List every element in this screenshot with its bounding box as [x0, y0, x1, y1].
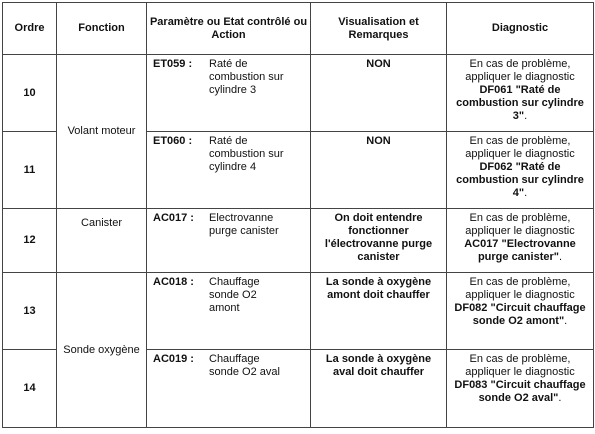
row-param [147, 273, 311, 350]
row-visu: NON [311, 132, 447, 209]
diag-prefix: En cas de problème, appliquer le diagnostic [465, 135, 575, 160]
diag-code: DF083 [454, 379, 488, 391]
row-visu: NON [311, 55, 447, 132]
param-code: ET060 : [153, 135, 193, 147]
row-ordre: 12 [3, 209, 57, 273]
diag-label: "Raté de combustion sur cylindre 3" [456, 84, 584, 122]
diag-suffix: . [524, 110, 528, 122]
header-diagnostic: Diagnostic [447, 3, 594, 55]
row-param [147, 132, 311, 209]
diag-label: "Raté de combustion sur cylindre 4" [456, 161, 584, 199]
row-diag [447, 209, 594, 273]
diag-label: "Circuit chauffage sonde O2 aval" [478, 379, 586, 404]
diag-label: "Electrovanne purge canister" [477, 238, 576, 263]
param-text: Electrovanne purge canister [209, 212, 279, 237]
param-text: Raté de combustion sur cylindre 4 [209, 135, 284, 173]
row-ordre: 14 [3, 350, 57, 428]
param-code: AC019 : [153, 353, 194, 365]
row-diag [447, 350, 594, 428]
function-volant: Volant moteur [57, 55, 147, 209]
row-visu: La sonde à oxygène aval doit chauffer [311, 350, 447, 428]
row-param [147, 350, 311, 428]
table-row [3, 209, 594, 273]
function-canister: Canister [57, 209, 147, 273]
row-ordre: 13 [3, 273, 57, 350]
param-text: Chauffage sonde O2 aval [209, 353, 280, 378]
row-param [147, 209, 311, 273]
diag-prefix: En cas de problème, appliquer le diagnostic [465, 58, 575, 83]
function-sonde: Sonde oxygène [57, 273, 147, 428]
param-text: Chauffage sonde O2 amont [209, 276, 260, 314]
diag-code: DF061 [479, 84, 513, 96]
row-diag [447, 55, 594, 132]
header-ordre: Ordre [3, 3, 57, 55]
header-row [3, 3, 594, 55]
row-ordre: 10 [3, 55, 57, 132]
diag-code: AC017 [464, 238, 499, 250]
header-visualisation: Visualisation et Remarques [311, 3, 447, 55]
diag-code: DF082 [454, 302, 488, 314]
row-visu: La sonde à oxygène amont doit chauffer [311, 273, 447, 350]
diag-prefix: En cas de problème, appliquer le diagnostic [465, 212, 575, 237]
row-diag [447, 132, 594, 209]
diag-prefix: En cas de problème, appliquer le diagnostic [465, 276, 575, 301]
param-code: AC018 : [153, 276, 194, 288]
diag-suffix: . [564, 315, 568, 327]
diag-label: "Circuit chauffage sonde O2 amont" [472, 302, 586, 327]
diagnostic-table [2, 2, 594, 428]
row-visu: On doit entendre fonctionner l'électrovanne purge canister [311, 209, 447, 273]
header-parametre: Paramètre ou Etat contrôlé ou Action [147, 3, 311, 55]
row-ordre: 11 [3, 132, 57, 209]
diag-code: DF062 [479, 161, 513, 173]
diag-suffix: . [524, 187, 528, 199]
param-code: ET059 : [153, 58, 193, 70]
param-code: AC017 : [153, 212, 194, 224]
param-text: Raté de combustion sur cylindre 3 [209, 58, 284, 96]
row-diag [447, 273, 594, 350]
diag-suffix: . [558, 392, 562, 404]
diag-suffix: . [558, 251, 563, 263]
row-param [147, 55, 311, 132]
diag-prefix: En cas de problème, appliquer le diagnostic [465, 353, 575, 378]
header-fonction: Fonction [57, 3, 147, 55]
table-row [3, 273, 594, 350]
table-row [3, 55, 594, 132]
